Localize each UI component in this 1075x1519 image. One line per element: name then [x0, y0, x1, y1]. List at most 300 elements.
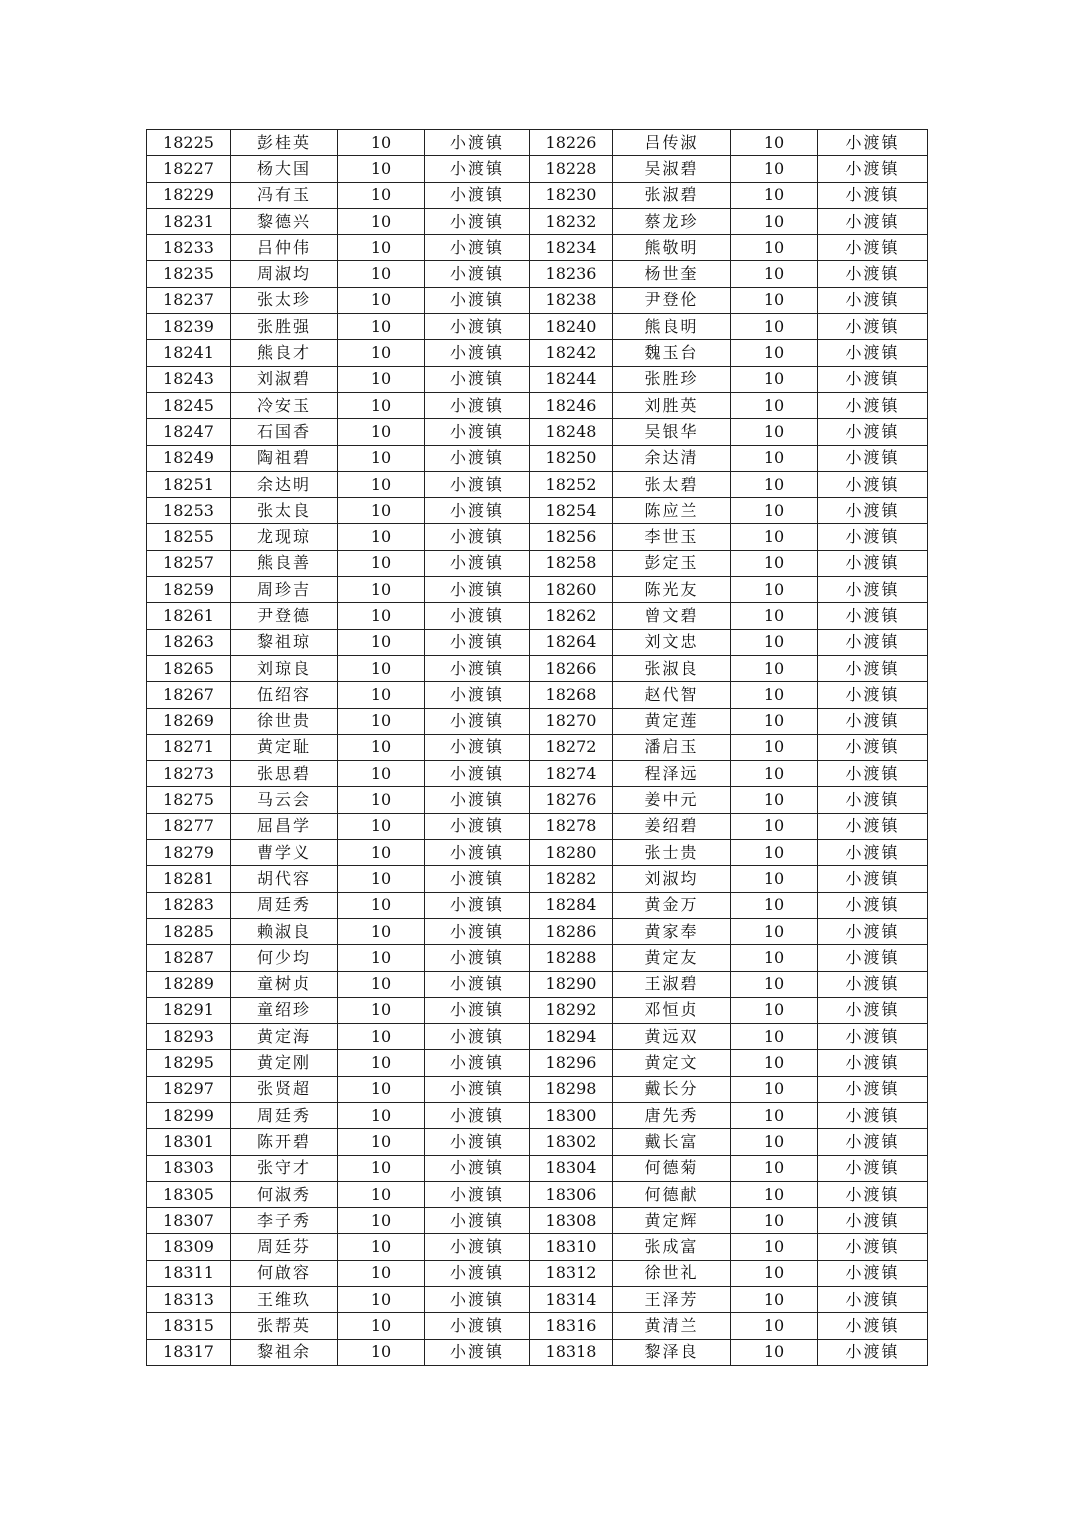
cell-town: 小渡镇 [818, 261, 928, 287]
cell-person-name: 冷安玉 [231, 392, 338, 418]
cell-person-name: 黎德兴 [231, 208, 338, 234]
cell-amount: 10 [338, 708, 425, 734]
table-row [147, 945, 928, 971]
cell-person-name: 周廷秀 [231, 1102, 338, 1128]
table-row [147, 1208, 928, 1234]
table-row [147, 340, 928, 366]
cell-person-name: 刘淑碧 [231, 366, 338, 392]
cell-record-id: 18268 [530, 682, 613, 708]
cell-amount: 10 [338, 603, 425, 629]
cell-town: 小渡镇 [818, 1287, 928, 1313]
cell-town: 小渡镇 [818, 840, 928, 866]
cell-person-name: 李世玉 [613, 524, 731, 550]
table-row [147, 445, 928, 471]
cell-amount: 10 [338, 1260, 425, 1286]
cell-amount: 10 [338, 314, 425, 340]
cell-amount: 10 [338, 945, 425, 971]
cell-record-id: 18296 [530, 1050, 613, 1076]
cell-town: 小渡镇 [425, 471, 530, 497]
cell-amount: 10 [338, 1102, 425, 1128]
cell-record-id: 18284 [530, 892, 613, 918]
cell-record-id: 18282 [530, 866, 613, 892]
cell-record-id: 18297 [147, 1076, 231, 1102]
cell-amount: 10 [731, 340, 818, 366]
cell-amount: 10 [731, 1208, 818, 1234]
table-row [147, 1024, 928, 1050]
cell-person-name: 陶祖碧 [231, 445, 338, 471]
cell-amount: 10 [731, 208, 818, 234]
cell-amount: 10 [731, 708, 818, 734]
cell-record-id: 18290 [530, 971, 613, 997]
cell-record-id: 18263 [147, 629, 231, 655]
cell-amount: 10 [338, 1234, 425, 1260]
cell-person-name: 黄家奉 [613, 918, 731, 944]
cell-amount: 10 [338, 918, 425, 944]
cell-amount: 10 [731, 603, 818, 629]
cell-amount: 10 [731, 235, 818, 261]
cell-person-name: 张胜强 [231, 314, 338, 340]
cell-amount: 10 [338, 498, 425, 524]
cell-person-name: 刘淑均 [613, 866, 731, 892]
cell-person-name: 张帮英 [231, 1313, 338, 1339]
cell-record-id: 18260 [530, 577, 613, 603]
cell-town: 小渡镇 [818, 1208, 928, 1234]
cell-town: 小渡镇 [425, 708, 530, 734]
cell-person-name: 龙现琼 [231, 524, 338, 550]
cell-town: 小渡镇 [425, 1129, 530, 1155]
cell-record-id: 18244 [530, 366, 613, 392]
cell-record-id: 18288 [530, 945, 613, 971]
cell-record-id: 18277 [147, 813, 231, 839]
cell-record-id: 18276 [530, 787, 613, 813]
cell-amount: 10 [338, 156, 425, 182]
cell-amount: 10 [731, 629, 818, 655]
cell-person-name: 刘琼良 [231, 655, 338, 681]
cell-person-name: 王泽芳 [613, 1287, 731, 1313]
cell-amount: 10 [338, 1076, 425, 1102]
cell-person-name: 刘文忠 [613, 629, 731, 655]
cell-amount: 10 [338, 866, 425, 892]
cell-amount: 10 [731, 1076, 818, 1102]
cell-record-id: 18316 [530, 1313, 613, 1339]
cell-amount: 10 [338, 235, 425, 261]
cell-town: 小渡镇 [425, 156, 530, 182]
cell-amount: 10 [731, 997, 818, 1023]
cell-town: 小渡镇 [425, 918, 530, 944]
cell-person-name: 周珍吉 [231, 577, 338, 603]
cell-amount: 10 [731, 524, 818, 550]
cell-person-name: 余达明 [231, 471, 338, 497]
cell-person-name: 黄远双 [613, 1024, 731, 1050]
cell-person-name: 黄定海 [231, 1024, 338, 1050]
cell-person-name: 徐世贵 [231, 708, 338, 734]
cell-record-id: 18312 [530, 1260, 613, 1286]
cell-record-id: 18257 [147, 550, 231, 576]
cell-person-name: 邓恒贞 [613, 997, 731, 1023]
cell-record-id: 18280 [530, 840, 613, 866]
cell-town: 小渡镇 [425, 445, 530, 471]
cell-record-id: 18250 [530, 445, 613, 471]
table-row [147, 892, 928, 918]
cell-amount: 10 [731, 682, 818, 708]
cell-record-id: 18279 [147, 840, 231, 866]
table-row [147, 524, 928, 550]
cell-town: 小渡镇 [425, 892, 530, 918]
cell-town: 小渡镇 [818, 1050, 928, 1076]
cell-person-name: 吕仲伟 [231, 235, 338, 261]
cell-person-name: 黄定耻 [231, 734, 338, 760]
cell-person-name: 戴长富 [613, 1129, 731, 1155]
cell-record-id: 18294 [530, 1024, 613, 1050]
cell-record-id: 18234 [530, 235, 613, 261]
cell-record-id: 18241 [147, 340, 231, 366]
cell-record-id: 18230 [530, 182, 613, 208]
table-row [147, 314, 928, 340]
cell-amount: 10 [731, 840, 818, 866]
cell-town: 小渡镇 [425, 1208, 530, 1234]
cell-town: 小渡镇 [818, 866, 928, 892]
cell-amount: 10 [731, 419, 818, 445]
table-row [147, 1050, 928, 1076]
cell-town: 小渡镇 [818, 340, 928, 366]
cell-person-name: 黎祖余 [231, 1339, 338, 1365]
cell-person-name: 王维玖 [231, 1287, 338, 1313]
cell-record-id: 18240 [530, 314, 613, 340]
cell-town: 小渡镇 [425, 1339, 530, 1365]
cell-person-name: 胡代容 [231, 866, 338, 892]
cell-record-id: 18295 [147, 1050, 231, 1076]
cell-record-id: 18228 [530, 156, 613, 182]
cell-town: 小渡镇 [425, 971, 530, 997]
cell-amount: 10 [731, 1339, 818, 1365]
cell-town: 小渡镇 [425, 524, 530, 550]
cell-town: 小渡镇 [425, 287, 530, 313]
cell-person-name: 张太珍 [231, 287, 338, 313]
cell-amount: 10 [731, 577, 818, 603]
cell-amount: 10 [731, 1260, 818, 1286]
cell-town: 小渡镇 [425, 419, 530, 445]
cell-person-name: 黄定文 [613, 1050, 731, 1076]
table-row [147, 550, 928, 576]
cell-record-id: 18278 [530, 813, 613, 839]
cell-amount: 10 [731, 787, 818, 813]
cell-town: 小渡镇 [425, 1287, 530, 1313]
cell-person-name: 黎祖琼 [231, 629, 338, 655]
cell-person-name: 张淑良 [613, 655, 731, 681]
cell-amount: 10 [731, 813, 818, 839]
cell-town: 小渡镇 [818, 945, 928, 971]
cell-record-id: 18255 [147, 524, 231, 550]
cell-record-id: 18300 [530, 1102, 613, 1128]
cell-amount: 10 [338, 1339, 425, 1365]
cell-amount: 10 [338, 550, 425, 576]
table-row [147, 419, 928, 445]
cell-record-id: 18292 [530, 997, 613, 1023]
cell-record-id: 18285 [147, 918, 231, 944]
cell-person-name: 曾文碧 [613, 603, 731, 629]
cell-record-id: 18308 [530, 1208, 613, 1234]
cell-record-id: 18231 [147, 208, 231, 234]
cell-amount: 10 [338, 130, 425, 156]
cell-town: 小渡镇 [425, 130, 530, 156]
cell-person-name: 何德献 [613, 1181, 731, 1207]
cell-person-name: 张守才 [231, 1155, 338, 1181]
cell-record-id: 18291 [147, 997, 231, 1023]
cell-town: 小渡镇 [425, 603, 530, 629]
cell-amount: 10 [731, 1234, 818, 1260]
cell-record-id: 18304 [530, 1155, 613, 1181]
cell-town: 小渡镇 [818, 498, 928, 524]
cell-person-name: 黄定友 [613, 945, 731, 971]
cell-amount: 10 [731, 761, 818, 787]
cell-person-name: 吴银华 [613, 419, 731, 445]
table-row [147, 682, 928, 708]
cell-town: 小渡镇 [425, 629, 530, 655]
cell-record-id: 18259 [147, 577, 231, 603]
cell-record-id: 18317 [147, 1339, 231, 1365]
cell-record-id: 18266 [530, 655, 613, 681]
cell-town: 小渡镇 [818, 524, 928, 550]
cell-record-id: 18273 [147, 761, 231, 787]
table-row [147, 603, 928, 629]
cell-amount: 10 [731, 445, 818, 471]
cell-person-name: 熊良善 [231, 550, 338, 576]
cell-town: 小渡镇 [818, 655, 928, 681]
cell-town: 小渡镇 [425, 997, 530, 1023]
cell-person-name: 魏玉台 [613, 340, 731, 366]
cell-town: 小渡镇 [818, 629, 928, 655]
cell-town: 小渡镇 [425, 366, 530, 392]
cell-town: 小渡镇 [818, 682, 928, 708]
cell-person-name: 杨大国 [231, 156, 338, 182]
cell-town: 小渡镇 [818, 419, 928, 445]
cell-record-id: 18309 [147, 1234, 231, 1260]
cell-record-id: 18264 [530, 629, 613, 655]
cell-record-id: 18305 [147, 1181, 231, 1207]
cell-amount: 10 [338, 1313, 425, 1339]
table-row [147, 1287, 928, 1313]
cell-town: 小渡镇 [818, 1129, 928, 1155]
cell-town: 小渡镇 [818, 997, 928, 1023]
cell-amount: 10 [731, 550, 818, 576]
cell-town: 小渡镇 [425, 1024, 530, 1050]
cell-amount: 10 [338, 734, 425, 760]
cell-amount: 10 [731, 866, 818, 892]
cell-person-name: 黄清兰 [613, 1313, 731, 1339]
table-row [147, 1076, 928, 1102]
cell-person-name: 黄金万 [613, 892, 731, 918]
table-row [147, 971, 928, 997]
cell-amount: 10 [338, 1208, 425, 1234]
cell-record-id: 18254 [530, 498, 613, 524]
cell-town: 小渡镇 [425, 577, 530, 603]
cell-amount: 10 [731, 1050, 818, 1076]
cell-record-id: 18275 [147, 787, 231, 813]
table-row [147, 655, 928, 681]
cell-person-name: 何淑秀 [231, 1181, 338, 1207]
cell-person-name: 戴长分 [613, 1076, 731, 1102]
cell-amount: 10 [731, 1129, 818, 1155]
cell-record-id: 18318 [530, 1339, 613, 1365]
cell-amount: 10 [338, 1024, 425, 1050]
cell-person-name: 周淑均 [231, 261, 338, 287]
table-row [147, 787, 928, 813]
cell-person-name: 屈昌学 [231, 813, 338, 839]
cell-record-id: 18252 [530, 471, 613, 497]
cell-amount: 10 [731, 1313, 818, 1339]
cell-record-id: 18303 [147, 1155, 231, 1181]
cell-amount: 10 [731, 945, 818, 971]
cell-amount: 10 [338, 787, 425, 813]
cell-town: 小渡镇 [818, 761, 928, 787]
cell-record-id: 18245 [147, 392, 231, 418]
cell-record-id: 18246 [530, 392, 613, 418]
cell-town: 小渡镇 [818, 1260, 928, 1286]
cell-town: 小渡镇 [425, 182, 530, 208]
cell-person-name: 张士贵 [613, 840, 731, 866]
cell-amount: 10 [731, 287, 818, 313]
cell-record-id: 18301 [147, 1129, 231, 1155]
cell-amount: 10 [731, 498, 818, 524]
cell-amount: 10 [731, 261, 818, 287]
cell-record-id: 18262 [530, 603, 613, 629]
cell-town: 小渡镇 [425, 682, 530, 708]
cell-town: 小渡镇 [818, 235, 928, 261]
cell-town: 小渡镇 [425, 261, 530, 287]
cell-amount: 10 [338, 761, 425, 787]
cell-person-name: 何德菊 [613, 1155, 731, 1181]
table-row [147, 1313, 928, 1339]
cell-town: 小渡镇 [818, 1234, 928, 1260]
cell-record-id: 18281 [147, 866, 231, 892]
cell-person-name: 熊良才 [231, 340, 338, 366]
table-row [147, 1181, 928, 1207]
records-table [146, 129, 928, 1366]
cell-person-name: 陈应兰 [613, 498, 731, 524]
cell-person-name: 刘胜英 [613, 392, 731, 418]
cell-record-id: 18293 [147, 1024, 231, 1050]
table-row [147, 813, 928, 839]
cell-person-name: 唐先秀 [613, 1102, 731, 1128]
cell-town: 小渡镇 [425, 655, 530, 681]
cell-person-name: 尹登伦 [613, 287, 731, 313]
cell-town: 小渡镇 [818, 1181, 928, 1207]
cell-record-id: 18242 [530, 340, 613, 366]
cell-person-name: 彭桂英 [231, 130, 338, 156]
cell-town: 小渡镇 [425, 840, 530, 866]
cell-record-id: 18306 [530, 1181, 613, 1207]
table-row [147, 866, 928, 892]
cell-record-id: 18248 [530, 419, 613, 445]
cell-person-name: 杨世奎 [613, 261, 731, 287]
cell-person-name: 冯有玉 [231, 182, 338, 208]
cell-person-name: 黄定辉 [613, 1208, 731, 1234]
table-row [147, 130, 928, 156]
cell-amount: 10 [338, 287, 425, 313]
cell-record-id: 18261 [147, 603, 231, 629]
cell-amount: 10 [338, 682, 425, 708]
cell-town: 小渡镇 [818, 603, 928, 629]
cell-record-id: 18283 [147, 892, 231, 918]
cell-record-id: 18299 [147, 1102, 231, 1128]
cell-town: 小渡镇 [818, 1024, 928, 1050]
cell-amount: 10 [731, 471, 818, 497]
cell-amount: 10 [338, 1181, 425, 1207]
cell-town: 小渡镇 [818, 734, 928, 760]
table-row [147, 840, 928, 866]
cell-amount: 10 [731, 892, 818, 918]
cell-person-name: 黄定莲 [613, 708, 731, 734]
cell-town: 小渡镇 [425, 734, 530, 760]
cell-record-id: 18298 [530, 1076, 613, 1102]
cell-person-name: 马云会 [231, 787, 338, 813]
cell-town: 小渡镇 [818, 287, 928, 313]
cell-amount: 10 [338, 208, 425, 234]
cell-person-name: 程泽远 [613, 761, 731, 787]
cell-record-id: 18307 [147, 1208, 231, 1234]
cell-town: 小渡镇 [425, 498, 530, 524]
cell-person-name: 尹登德 [231, 603, 338, 629]
table-row [147, 997, 928, 1023]
table-row [147, 208, 928, 234]
cell-amount: 10 [731, 1287, 818, 1313]
cell-amount: 10 [731, 182, 818, 208]
cell-person-name: 张太碧 [613, 471, 731, 497]
table-row [147, 1129, 928, 1155]
cell-town: 小渡镇 [818, 971, 928, 997]
cell-town: 小渡镇 [425, 1260, 530, 1286]
cell-town: 小渡镇 [818, 156, 928, 182]
cell-person-name: 熊敬明 [613, 235, 731, 261]
cell-amount: 10 [731, 1155, 818, 1181]
cell-town: 小渡镇 [818, 577, 928, 603]
cell-town: 小渡镇 [818, 1155, 928, 1181]
cell-amount: 10 [338, 524, 425, 550]
table-row [147, 1102, 928, 1128]
cell-person-name: 张淑碧 [613, 182, 731, 208]
table-row [147, 498, 928, 524]
cell-town: 小渡镇 [425, 945, 530, 971]
cell-person-name: 余达清 [613, 445, 731, 471]
cell-town: 小渡镇 [425, 314, 530, 340]
cell-town: 小渡镇 [818, 918, 928, 944]
cell-person-name: 黎泽良 [613, 1339, 731, 1365]
cell-record-id: 18267 [147, 682, 231, 708]
table-row [147, 366, 928, 392]
table-row [147, 1155, 928, 1181]
cell-record-id: 18269 [147, 708, 231, 734]
cell-town: 小渡镇 [425, 1076, 530, 1102]
cell-town: 小渡镇 [818, 787, 928, 813]
cell-amount: 10 [731, 971, 818, 997]
cell-amount: 10 [731, 1102, 818, 1128]
cell-record-id: 18274 [530, 761, 613, 787]
cell-record-id: 18249 [147, 445, 231, 471]
cell-town: 小渡镇 [425, 866, 530, 892]
cell-amount: 10 [731, 314, 818, 340]
cell-person-name: 何少均 [231, 945, 338, 971]
table-row [147, 734, 928, 760]
cell-record-id: 18286 [530, 918, 613, 944]
cell-amount: 10 [338, 971, 425, 997]
cell-amount: 10 [338, 340, 425, 366]
cell-record-id: 18265 [147, 655, 231, 681]
cell-amount: 10 [338, 1050, 425, 1076]
cell-person-name: 张贤超 [231, 1076, 338, 1102]
cell-amount: 10 [338, 813, 425, 839]
cell-amount: 10 [338, 1129, 425, 1155]
cell-town: 小渡镇 [425, 1050, 530, 1076]
